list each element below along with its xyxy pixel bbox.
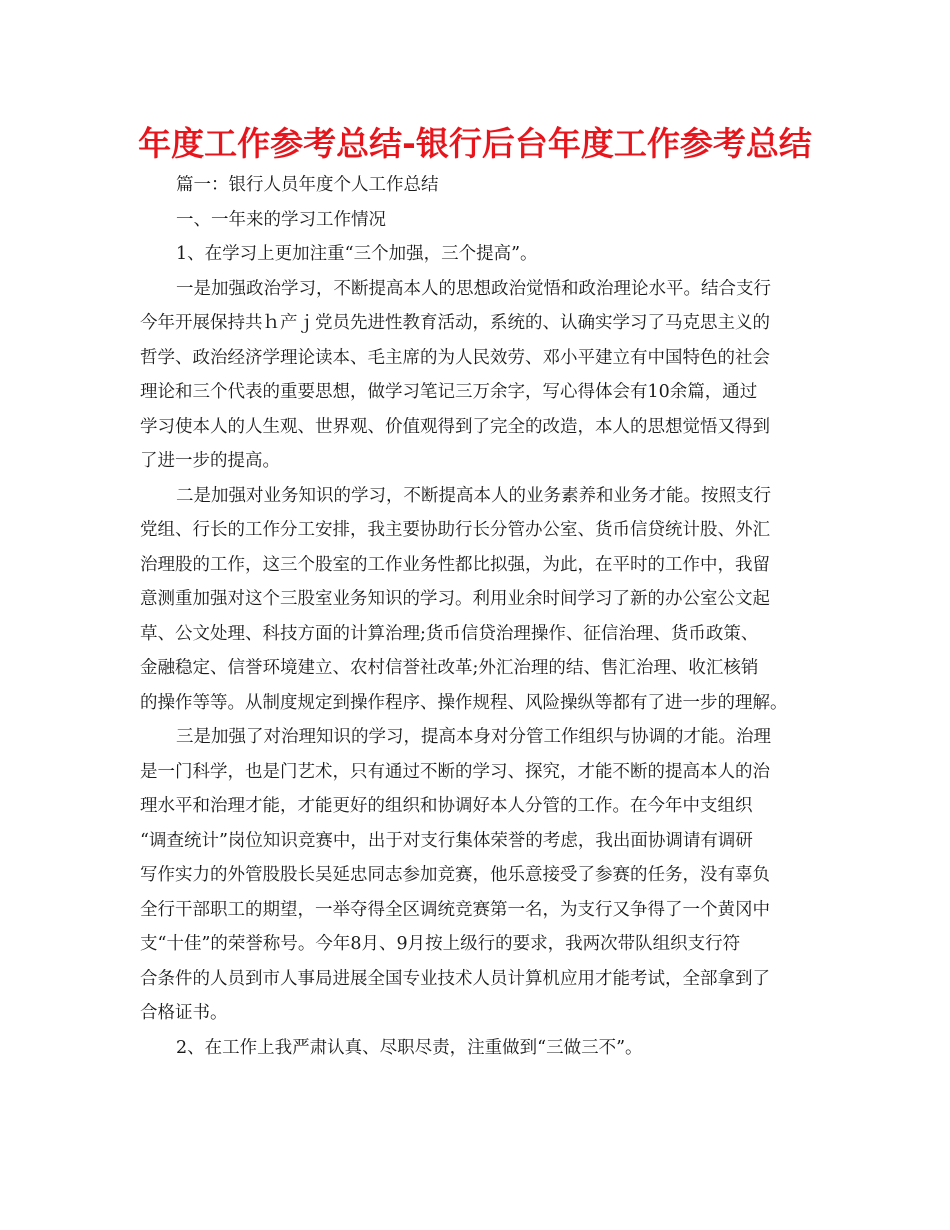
body-text-line: “调查统计”岗位知识竞赛中，出于对支行集体荣誉的考虑，我出面协调请有调研 — [140, 830, 753, 851]
body-text-line: 党组、行长的工作分工安排，我主要协助行长分管办公室、货币信贷统计股、外汇 — [140, 520, 770, 540]
body-text-line: 金融稳定、信誉环境建立、农村信誉社改革;外汇治理的结、售汇治理、收汇核销 — [140, 658, 759, 678]
body-text-line: 了进一步的提高。 — [140, 451, 280, 471]
body-text-line: 三是加强了对治理知识的学习，提高本身对分管工作组织与协调的才能。治理 — [176, 727, 771, 747]
body-text-line: 篇一：银行人员年度个人工作总结 — [176, 175, 439, 195]
body-text-line: 哲学、政治经济学理论读本、毛主席的为人民效劳、邓小平建立有中国特色的社会 — [140, 347, 770, 368]
document-title: 年度工作参考总结-银行后台年度工作参考总结 — [138, 124, 812, 163]
body-text-line: 2、在工作上我严肃认真、尽职尽责，注重做到“三做三不”。 — [176, 1037, 643, 1058]
body-text-line: 支“十佳”的荣誉称号。今年8月、9月按上级行的要求，我两次带队组织支行符 — [140, 934, 741, 954]
body-text-line: 写作实力的外管股股长吴延忠同志参加竞赛，他乐意接受了参赛的任务，没有辜负 — [140, 865, 770, 885]
body-text-line: 理水平和治理才能，才能更好的组织和协调好本人分管的工作。在今年中支组织 — [140, 796, 753, 816]
document-body — [140, 168, 830, 1065]
body-text-line: 合格证书。 — [140, 1003, 228, 1023]
body-text-line: 一是加强政治学习，不断提高本人的思想政治觉悟和政治理论水平。结合支行 — [176, 278, 771, 299]
body-text-line: 治理股的工作，这三个股室的工作业务性都比拟强，为此，在平时的工作中，我留 — [140, 554, 770, 575]
body-text-line: 二是加强对业务知识的学习，不断提高本人的业务素养和业务才能。按照支行 — [176, 485, 771, 506]
body-text-line: 草、公文处理、科技方面的计算治理;货币信贷治理操作、征信治理、货币政策、 — [140, 623, 759, 644]
body-text-line: 的操作等等。从制度规定到操作程序、操作规程、风险操纵等都有了进一步的理解。 — [140, 692, 788, 713]
body-text-line: 今年开展保持共ｈ产ｊ党员先进性教育活动，系统的、认确实学习了马克思主义的 — [140, 313, 770, 333]
body-text-line: 合条件的人员到市人事局进展全国专业技术人员计算机应用才能考试，全部拿到了 — [140, 968, 770, 989]
body-text-line: 一、一年来的学习工作情况 — [176, 209, 386, 230]
body-text-line: 是一门科学，也是门艺术，只有通过不断的学习、探究，才能不断的提高本人的治 — [140, 761, 770, 782]
body-text-line: 全行干部职工的期望，一举夺得全区调统竞赛第一名，为支行又争得了一个黄冈中 — [140, 899, 770, 920]
body-text-line: 1、在学习上更加注重“三个加强，三个提高”。 — [176, 244, 538, 264]
body-text-line: 理论和三个代表的重要思想，做学习笔记三万余字，写心得体会有10余篇，通过 — [140, 382, 758, 402]
body-text-line: 学习使本人的人生观、世界观、价值观得到了完全的改造，本人的思想觉悟又得到 — [140, 416, 770, 437]
body-text-line: 意测重加强对这个三股室业务知识的学习。利用业余时间学习了新的办公室公文起 — [140, 589, 770, 609]
